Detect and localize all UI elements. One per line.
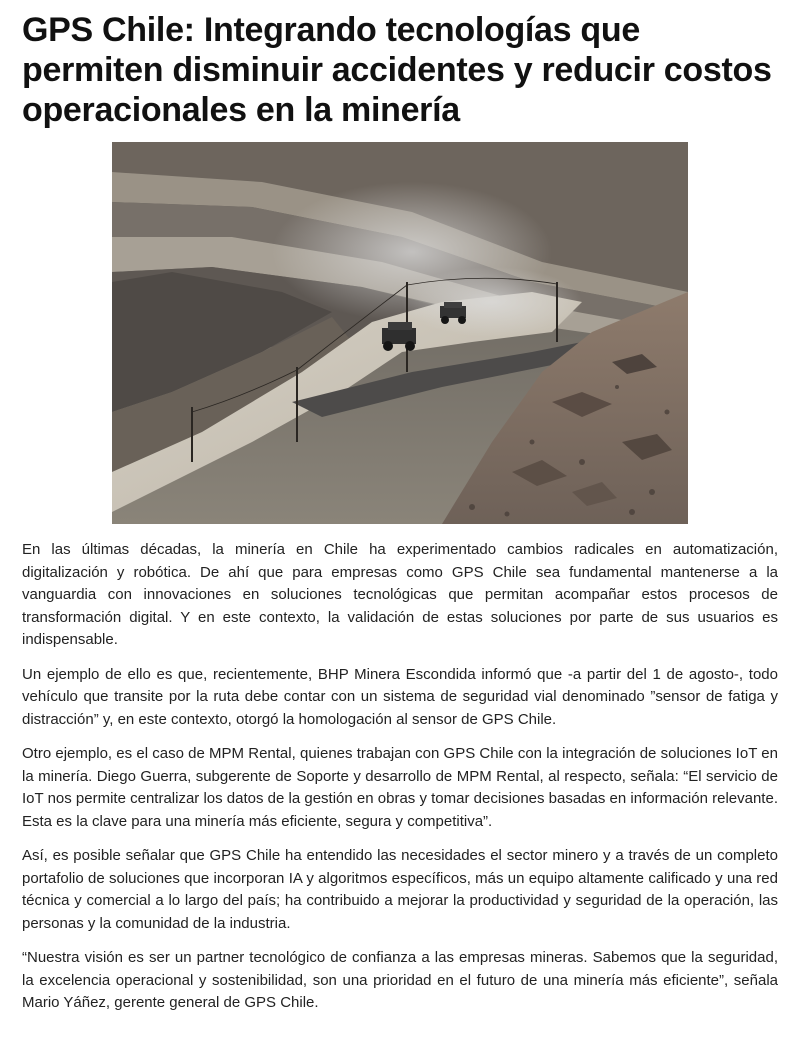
article xyxy=(22,10,778,130)
paragraph: Otro ejemplo, es el caso de MPM Rental, quienes trabajan con GPS Chile con la integración de soluciones IoT en la minería. Diego Guerra, subgerente de Soporte y desarrollo de MPM Rental, al respecto, señala: “El servicio de IoT nos permite centralizar los datos de la gestión en obras y tomar decisiones basadas en información relevante. Esta es la clave para una minería más eficiente, segura y competitiva”. xyxy=(22,745,778,830)
paragraph: Así, es posible señalar que GPS Chile ha entendido las necesidades el sector minero y a través de un completo portafolio de soluciones que incorporan IA y algoritmos específicos, más un equipo altamente calificado y una red técnica y comercial a lo largo del país; ha contribuido a mejorar la productividad y seguridad de la operación, las personas y la comunidad de la industria. xyxy=(22,847,778,932)
paragraph: En las últimas décadas, la minería en Chile ha experimentado cambios radicales en automatización, digitalización y robótica. De ahí que para empresas como GPS Chile sea fundamental mantenerse a la vanguardia con innovaciones en soluciones tecnológicas que permitan acompañar estos procesos de transformación digital. Y en este contexto, la validación de estas soluciones por parte de sus usuarios es indispensable. xyxy=(22,541,778,648)
article-title: GPS Chile: Integrando tecnologías que permiten disminuir accidentes y reducir costos operacionales en la minería xyxy=(22,11,772,129)
paragraph: Un ejemplo de ello es que, recientemente, BHP Minera Escondida informó que -a partir del 1 de agosto-, todo vehículo que transite por la ruta debe contar con un sistema de seguridad vial denominado ”sensor de fatiga y distracción” y, en este contexto, otorgó la homologación al sensor de GPS Chile. xyxy=(22,665,778,728)
paragraph: “Nuestra visión es ser un partner tecnológico de confianza a las empresas mineras. Sabemos que la seguridad, la excelencia operacional y sostenibilidad, son una prioridad en el futuro de una minería más eficiente”, señala Mario Yáñez, gerente general de GPS Chile. xyxy=(22,949,778,1011)
mine-illustration xyxy=(112,142,688,524)
hero-photo-open-pit-mine xyxy=(112,142,688,524)
article-body xyxy=(22,539,778,1027)
